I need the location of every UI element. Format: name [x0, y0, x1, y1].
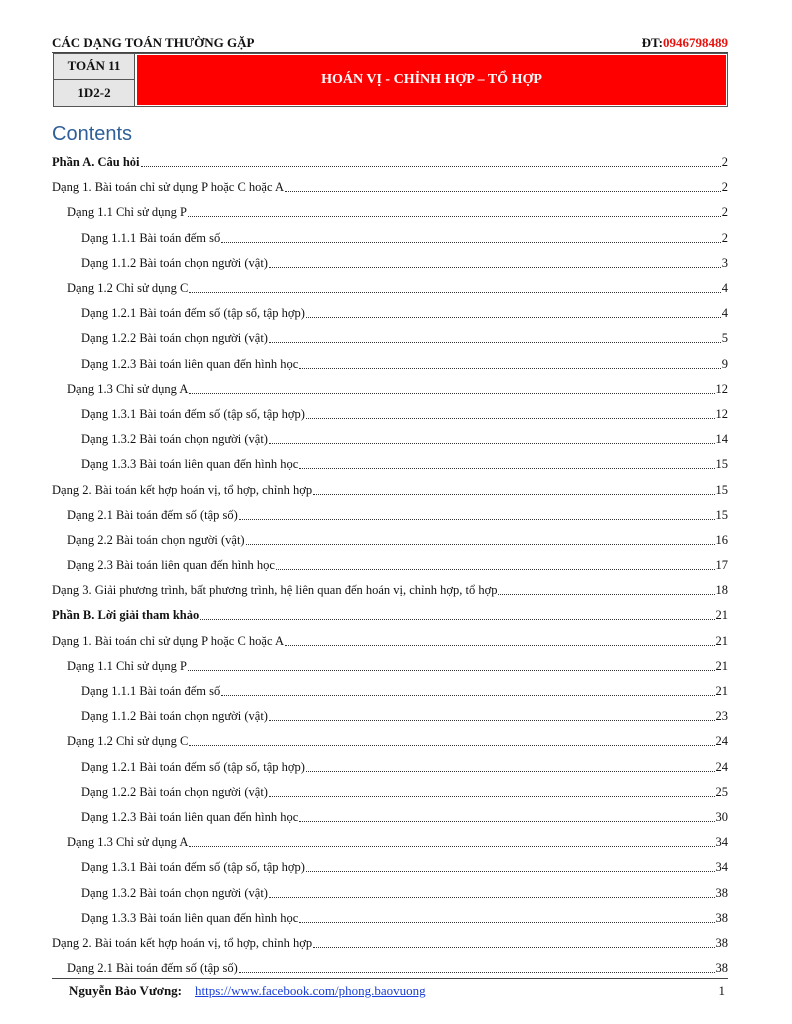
header-title: CÁC DẠNG TOÁN THƯỜNG GẶP: [52, 35, 255, 50]
toc-entry-title: Dạng 2.3 Bài toán liên quan đến hình học: [67, 558, 275, 573]
toc-entry[interactable]: [52, 276, 728, 301]
footer-author-name: Nguyễn Bảo Vương: [69, 983, 178, 998]
toc-dot-leader: [269, 885, 715, 898]
toc-entry-title: Dạng 2. Bài toán kết hợp hoán vị, tổ hợp, chỉnh hợp: [52, 935, 313, 950]
subject-cell: TOÁN 11: [54, 54, 135, 80]
toc-entry-page: 2: [721, 180, 728, 195]
toc-dot-leader: [299, 356, 720, 369]
toc-dot-leader: [221, 683, 714, 696]
toc-entry[interactable]: [52, 805, 728, 830]
toc-entry-title: Phần B. Lời giải tham khảo: [52, 608, 200, 623]
toc-entry[interactable]: [52, 629, 728, 654]
toc-entry-title: Dạng 1.2.1 Bài toán đếm số (tập số, tập hợp): [81, 759, 305, 774]
toc-dot-leader: [498, 582, 714, 595]
toc-entry-page: 12: [715, 406, 728, 421]
toc-entry-title: Dạng 2.1 Bài toán đếm số (tập số): [67, 961, 238, 976]
toc-entry-page: 38: [715, 935, 728, 950]
title-block: [53, 53, 728, 107]
toc-entry-page: 17: [715, 558, 728, 573]
toc-dot-leader: [189, 733, 714, 746]
table-of-contents: [52, 150, 728, 981]
toc-dot-leader: [189, 280, 720, 293]
toc-entry-page: 21: [715, 608, 728, 623]
toc-entry-title: Dạng 1.3.3 Bài toán liên quan đến hình học: [81, 457, 299, 472]
toc-dot-leader: [200, 607, 714, 620]
toc-entry[interactable]: [52, 528, 728, 553]
toc-entry-title: Dạng 1.2.2 Bài toán chọn người (vật): [81, 331, 268, 346]
toc-entry-title: Dạng 2.2 Bài toán chọn người (vật): [67, 532, 245, 547]
toc-dot-leader: [246, 532, 715, 545]
chapter-title: HOÁN VỊ - CHỈNH HỢP – TỔ HỢP: [137, 55, 726, 105]
toc-dot-leader: [189, 834, 714, 847]
toc-entry-page: 2: [721, 155, 728, 170]
toc-entry-title: Dạng 1. Bài toán chỉ sử dụng P hoặc C hoặc A: [52, 633, 284, 648]
toc-entry-page: 30: [715, 809, 728, 824]
toc-entry-title: Phần A. Câu hỏi: [52, 155, 140, 170]
toc-entry-page: 38: [715, 885, 728, 900]
toc-entry-title: Dạng 1.1.1 Bài toán đếm số: [81, 230, 221, 245]
toc-entry[interactable]: [52, 226, 728, 251]
toc-entry-page: 21: [715, 633, 728, 648]
header-contact: [642, 35, 728, 51]
toc-entry[interactable]: [52, 830, 728, 855]
toc-dot-leader: [239, 507, 715, 520]
toc-entry[interactable]: [52, 880, 728, 905]
toc-entry-title: Dạng 2. Bài toán kết hợp hoán vị, tổ hợp, chỉnh hợp: [52, 482, 313, 497]
toc-entry-page: 34: [715, 835, 728, 850]
toc-entry[interactable]: [52, 679, 728, 704]
toc-entry-page: 4: [721, 306, 728, 321]
toc-dot-leader: [141, 154, 721, 167]
toc-entry[interactable]: [52, 755, 728, 780]
toc-entry[interactable]: [52, 654, 728, 679]
toc-dot-leader: [276, 557, 715, 570]
toc-entry-page: 4: [721, 281, 728, 296]
toc-dot-leader: [299, 456, 714, 469]
toc-entry[interactable]: [52, 175, 728, 200]
toc-entry-page: 24: [715, 759, 728, 774]
toc-entry[interactable]: [52, 200, 728, 225]
footer-page-number: 1: [718, 983, 725, 998]
toc-entry-page: 9: [721, 356, 728, 371]
toc-entry[interactable]: [52, 780, 728, 805]
page-footer: [52, 978, 728, 1003]
toc-entry-page: 2: [721, 205, 728, 220]
toc-entry-page: 3: [721, 255, 728, 270]
footer-facebook-link[interactable]: https://www.facebook.com/phong.baovuong: [195, 983, 426, 998]
toc-entry[interactable]: [52, 402, 728, 427]
toc-entry[interactable]: [52, 427, 728, 452]
toc-entry-page: 5: [721, 331, 728, 346]
toc-entry[interactable]: [52, 326, 728, 351]
toc-dot-leader: [299, 809, 714, 822]
toc-entry-title: Dạng 1.2 Chỉ sử dụng C: [67, 734, 189, 749]
toc-entry[interactable]: [52, 477, 728, 502]
footer-author: [69, 983, 182, 999]
toc-entry-title: Dạng 1. Bài toán chỉ sử dụng P hoặc C hoặc A: [52, 180, 284, 195]
toc-entry-title: Dạng 1.3 Chỉ sử dụng A: [67, 835, 189, 850]
toc-entry-title: Dạng 1.2.3 Bài toán liên quan đến hình học: [81, 356, 299, 371]
toc-entry-title: Dạng 1.1.1 Bài toán đếm số: [81, 684, 221, 699]
header-phone-number: 0946798489: [663, 35, 728, 50]
toc-entry[interactable]: [52, 301, 728, 326]
toc-dot-leader: [188, 204, 721, 217]
code-cell: 1D2-2: [54, 80, 135, 106]
toc-dot-leader: [269, 784, 715, 797]
toc-entry-title: Dạng 1.3 Chỉ sử dụng A: [67, 381, 189, 396]
toc-entry-page: 24: [715, 734, 728, 749]
toc-entry-page: 14: [715, 432, 728, 447]
toc-entry-title: Dạng 1.3.2 Bài toán chọn người (vật): [81, 885, 268, 900]
toc-entry-page: 15: [715, 482, 728, 497]
footer-separator: :: [177, 983, 183, 998]
toc-entry-page: 16: [715, 532, 728, 547]
toc-dot-leader: [269, 708, 715, 721]
toc-entry-title: Dạng 1.1.2 Bài toán chọn người (vật): [81, 709, 268, 724]
toc-entry[interactable]: [52, 578, 728, 603]
toc-entry-title: Dạng 1.2.1 Bài toán đếm số (tập số, tập hợp): [81, 306, 305, 321]
toc-entry[interactable]: [52, 931, 728, 956]
toc-entry-page: 12: [715, 381, 728, 396]
toc-entry-title: Dạng 1.2 Chỉ sử dụng C: [67, 281, 189, 296]
toc-entry-page: 21: [715, 658, 728, 673]
toc-entry-title: Dạng 1.2.3 Bài toán liên quan đến hình học: [81, 809, 299, 824]
page-header: [52, 34, 728, 53]
toc-dot-leader: [306, 859, 715, 872]
toc-entry[interactable]: [52, 452, 728, 477]
toc-entry-page: 18: [715, 583, 728, 598]
toc-entry-page: 2: [721, 230, 728, 245]
toc-dot-leader: [285, 179, 721, 192]
toc-entry[interactable]: [52, 553, 728, 578]
toc-entry[interactable]: [52, 377, 728, 402]
toc-entry[interactable]: [52, 704, 728, 729]
toc-dot-leader: [299, 910, 714, 923]
toc-dot-leader: [306, 759, 715, 772]
toc-entry[interactable]: [52, 251, 728, 276]
toc-dot-leader: [239, 960, 715, 973]
toc-dot-leader: [285, 633, 715, 646]
toc-entry-title: Dạng 1.3.1 Bài toán đếm số (tập số, tập hợp): [81, 406, 305, 421]
toc-entry-title: Dạng 2.1 Bài toán đếm số (tập số): [67, 507, 238, 522]
toc-entry-page: 38: [715, 910, 728, 925]
toc-entry-page: 25: [715, 784, 728, 799]
toc-dot-leader: [188, 658, 715, 671]
toc-entry-title: Dạng 1.1 Chỉ sử dụng P: [67, 658, 187, 673]
toc-dot-leader: [313, 482, 714, 495]
toc-dot-leader: [189, 381, 714, 394]
toc-entry-title: Dạng 1.1 Chỉ sử dụng P: [67, 205, 187, 220]
toc-entry-page: 15: [715, 457, 728, 472]
toc-entry-title: Dạng 1.1.2 Bài toán chọn người (vật): [81, 255, 268, 270]
toc-dot-leader: [269, 255, 721, 268]
toc-entry[interactable]: [52, 906, 728, 931]
toc-entry-title: Dạng 1.3.2 Bài toán chọn người (vật): [81, 432, 268, 447]
toc-entry-page: 21: [715, 684, 728, 699]
toc-entry[interactable]: [52, 855, 728, 880]
toc-entry-title: Dạng 1.2.2 Bài toán chọn người (vật): [81, 784, 268, 799]
toc-entry-page: 34: [715, 860, 728, 875]
toc-entry[interactable]: [52, 503, 728, 528]
toc-dot-leader: [306, 406, 715, 419]
toc-entry-title: Dạng 1.3.3 Bài toán liên quan đến hình học: [81, 910, 299, 925]
toc-entry[interactable]: [52, 729, 728, 754]
toc-dot-leader: [269, 330, 721, 343]
toc-entry[interactable]: [52, 352, 728, 377]
toc-entry-page: 15: [715, 507, 728, 522]
toc-dot-leader: [306, 305, 721, 318]
toc-dot-leader: [313, 935, 714, 948]
header-phone-label: ĐT:: [641, 35, 663, 50]
toc-entry-page: 23: [715, 709, 728, 724]
toc-dot-leader: [221, 230, 721, 243]
toc-entry-page: 38: [715, 961, 728, 976]
toc-dot-leader: [269, 431, 715, 444]
toc-entry[interactable]: [52, 603, 728, 628]
toc-entry-title: Dạng 3. Giải phương trình, bất phương trình, hệ liên quan đến hoán vị, chỉnh hợp, tổ hợp: [52, 583, 498, 598]
toc-entry-title: Dạng 1.3.1 Bài toán đếm số (tập số, tập hợp): [81, 860, 305, 875]
toc-entry[interactable]: [52, 150, 728, 175]
contents-heading: Contents: [52, 123, 133, 145]
